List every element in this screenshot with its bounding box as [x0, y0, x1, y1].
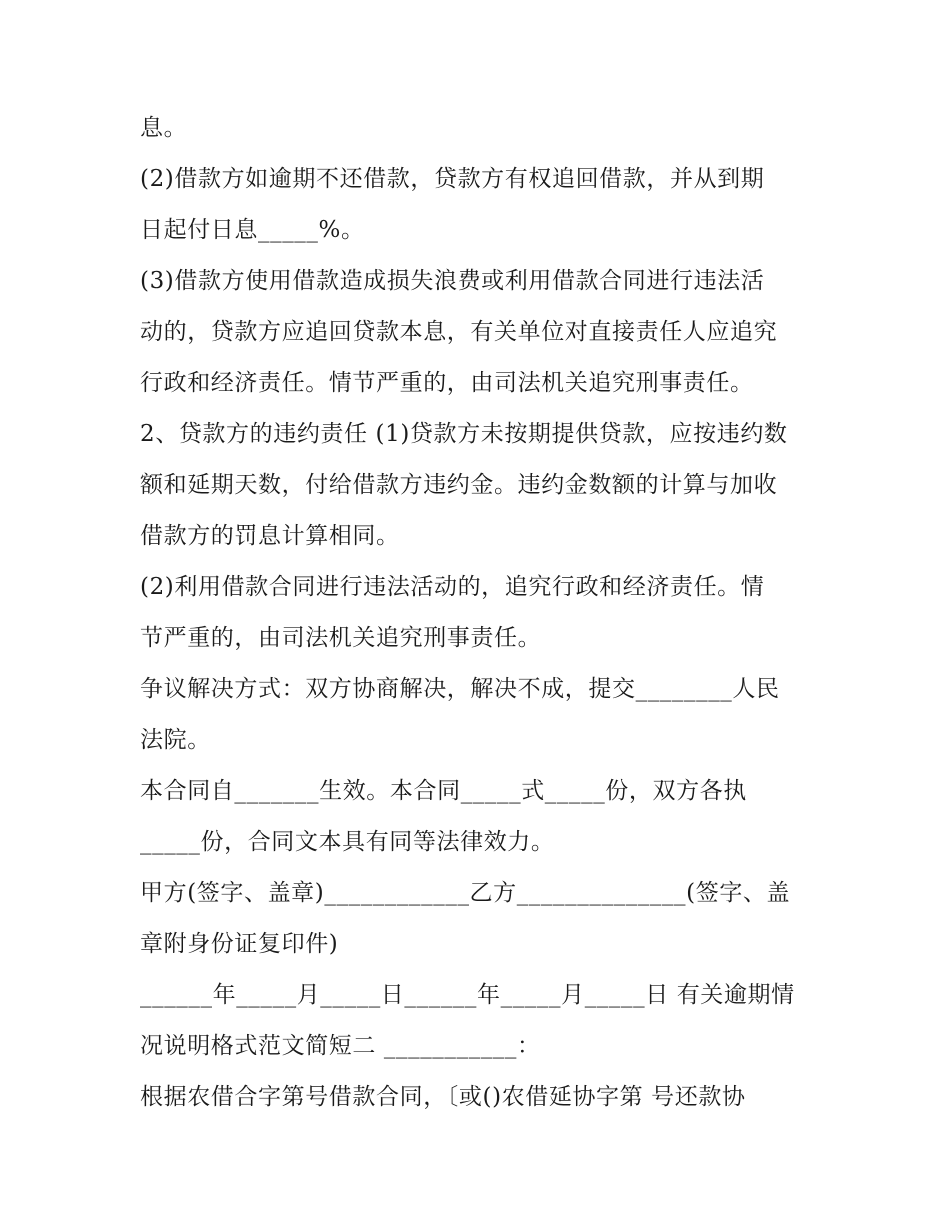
- text-line: 动的，贷款方应追回贷款本息，有关单位对直接责任人应追究: [140, 319, 778, 345]
- text-line: ______年_____月_____日______年_____月_____日 有关逾期情: [140, 982, 795, 1008]
- document-body: [140, 103, 820, 1123]
- text-line: 本合同自_______生效。本合同_____式_____份，双方各执: [140, 778, 747, 804]
- text-line: 额和延期天数，付给借款方违约金。违约金数额的计算与加收: [140, 472, 778, 498]
- text-line: 法院。: [140, 727, 211, 753]
- text-line: (3)借款方使用借款造成损失浪费或利用借款合同进行违法活: [140, 268, 765, 294]
- text-line: 争议解决方式：双方协商解决，解决不成，提交________人民: [140, 676, 780, 702]
- text-line: 2、贷款方的违约责任 (1)贷款方未按期提供贷款，应按违约数: [140, 421, 788, 447]
- text-line: 甲方(签字、盖章)____________乙方______________(签字、盖: [140, 880, 791, 906]
- text-line: (2)借款方如逾期不还借款，贷款方有权追回借款，并从到期: [140, 166, 765, 192]
- text-line: 节严重的，由司法机关追究刑事责任。: [140, 625, 542, 651]
- text-line: 根据农借合字第号借款合同，〔或()农借延协字第 号还款协: [140, 1084, 746, 1110]
- text-line: 况说明格式范文简短二 ___________：: [140, 1033, 541, 1059]
- text-line: (2)利用借款合同进行违法活动的，追究行政和经济责任。情: [140, 574, 765, 600]
- text-line: _____份，合同文本具有同等法律效力。: [140, 829, 555, 855]
- text-line: 章附身份证复印件): [140, 931, 339, 957]
- text-line: 借款方的罚息计算相同。: [140, 523, 400, 549]
- text-line: 行政和经济责任。情节严重的，由司法机关追究刑事责任。: [140, 370, 754, 396]
- text-line: 日起付日息_____%。: [140, 217, 365, 243]
- text-line: 息。: [140, 115, 188, 141]
